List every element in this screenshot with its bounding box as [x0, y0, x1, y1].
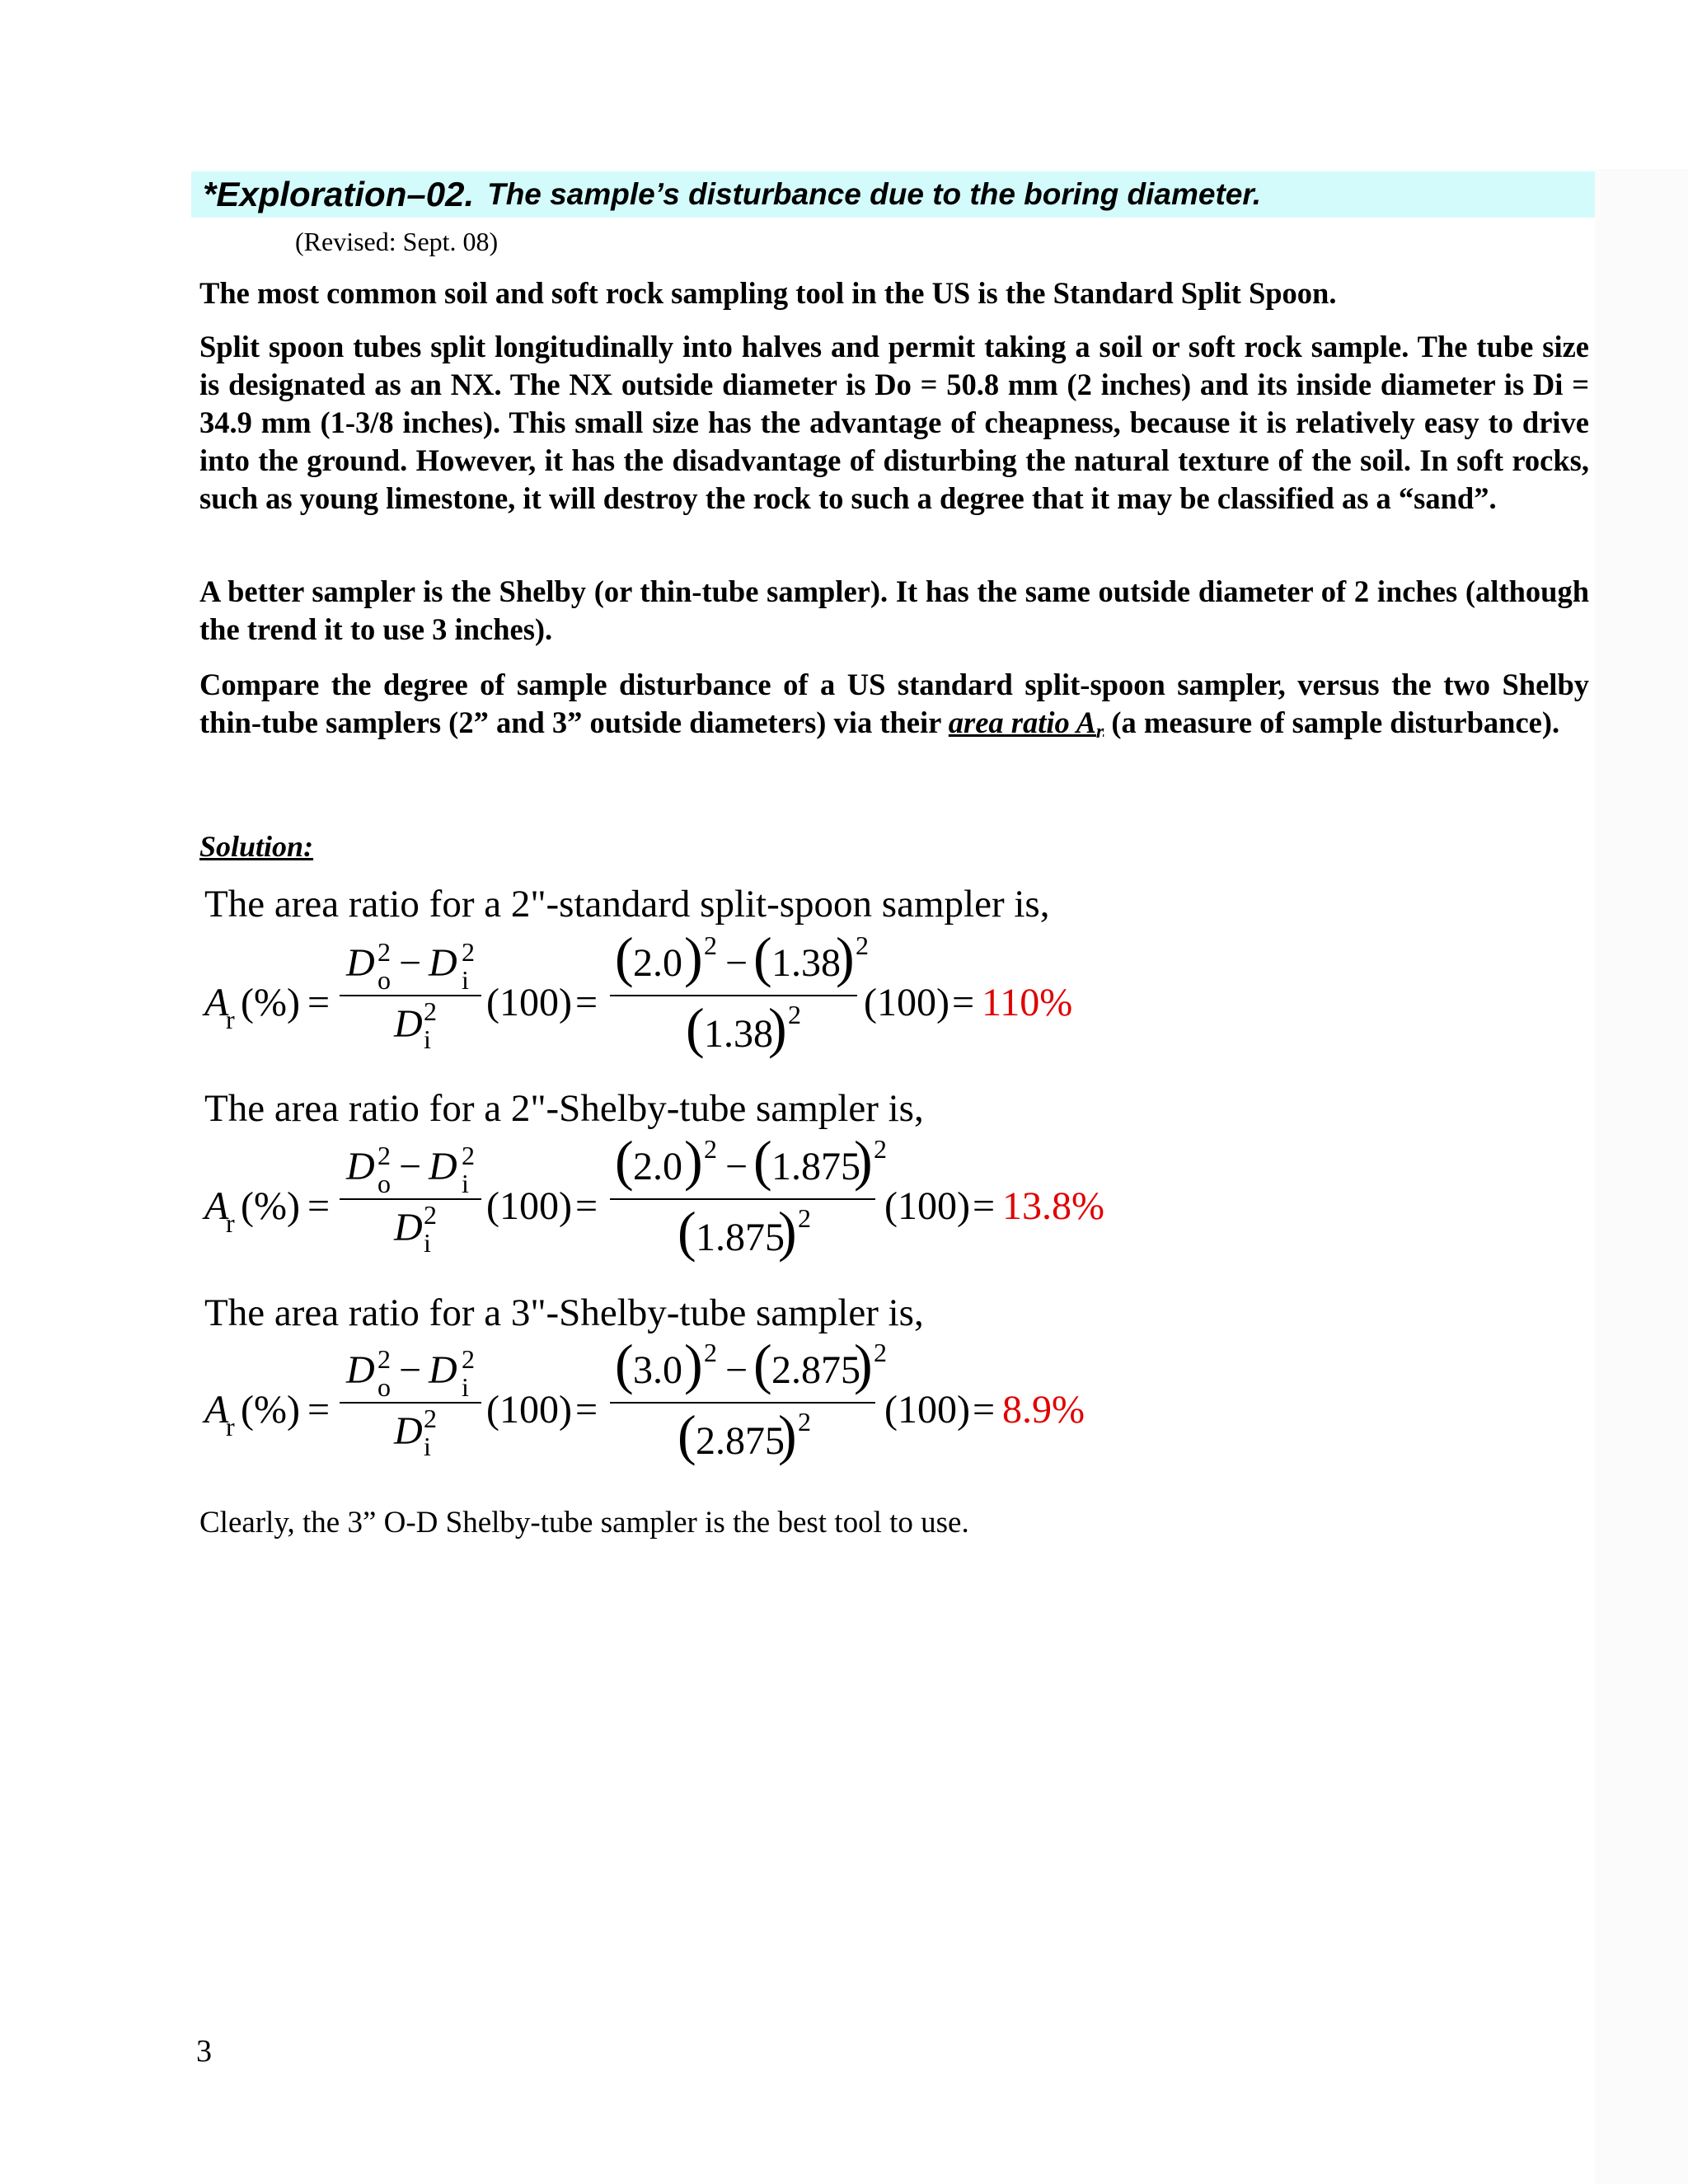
subscript-inner: i [462, 965, 469, 995]
inner-square: 2 [874, 1338, 887, 1367]
denominator-D-inner: D [394, 1206, 423, 1249]
area-ratio-result: 13.8% [1002, 1184, 1104, 1228]
fraction-bar-general [340, 1198, 481, 1200]
outer-diameter-value: 3.0 [633, 1348, 682, 1392]
inner-diameter-value: 1.875 [771, 1145, 860, 1188]
area-ratio-subscript: r [1095, 721, 1104, 743]
equals-sign: = [307, 1184, 331, 1228]
denominator-value: 2.875 [696, 1419, 785, 1463]
open-paren: ( [753, 1333, 772, 1395]
open-paren: ( [678, 1200, 696, 1263]
paragraph-3: A better sampler is the Shelby (or thin-tube sampler). It has the same outside diameter of 2 inches (although the trend it to use 3 inches). [199, 574, 1589, 646]
open-paren: ( [615, 1129, 634, 1192]
denominator-value: 1.38 [704, 1012, 773, 1056]
numerator-square: 2 [377, 937, 391, 967]
numerator-square: 2 [377, 1344, 391, 1374]
close-paren: ) [684, 1333, 703, 1395]
equals-sign: = [307, 1388, 331, 1432]
factor-100-numeric: (100) [884, 1388, 970, 1432]
fraction-bar-numeric [610, 1402, 875, 1404]
area-ratio-term [948, 705, 1104, 743]
factor-100: (100) [486, 1184, 572, 1228]
numerator-square-inner: 2 [462, 937, 475, 967]
factor-100: (100) [486, 981, 572, 1024]
case-1-label: The area ratio for a 2"-standard split-spoon sampler is, [204, 883, 1050, 926]
solution-heading: Solution: [199, 830, 314, 863]
equals-sign: = [575, 981, 598, 1024]
area-ratio-symbol: A [204, 1184, 229, 1228]
area-ratio-subscript: r [226, 1412, 235, 1441]
equals-sign: = [575, 1388, 598, 1432]
denominator-D-inner: D [394, 1409, 423, 1453]
equation-1 [204, 926, 1193, 1074]
outer-diameter-value: 2.0 [633, 1145, 682, 1188]
paragraph-4 [199, 666, 1589, 751]
denominator-subscript: i [424, 1432, 431, 1461]
numerator-D-outer: D [346, 941, 375, 985]
percent-label: (%) [241, 981, 300, 1024]
outer-diameter-value: 2.0 [633, 941, 682, 985]
case-2-label: The area ratio for a 2"-Shelby-tube sampler is, [204, 1087, 924, 1130]
close-paren: ) [684, 1129, 703, 1192]
area-ratio-symbol: A [204, 981, 229, 1024]
denominator-square: 2 [424, 1200, 437, 1230]
denominator-subscript: i [424, 1024, 431, 1054]
revision-note: (Revised: Sept. 08) [295, 227, 499, 256]
numerator-square: 2 [377, 1141, 391, 1170]
close-paren: ) [778, 1200, 797, 1263]
numerator-square-inner: 2 [462, 1344, 475, 1374]
inner-diameter-value: 1.38 [771, 941, 841, 985]
outer-square: 2 [704, 1338, 717, 1367]
result-equals: = [973, 1184, 996, 1228]
fraction-bar-general [340, 1402, 481, 1404]
fraction-bar-numeric [610, 995, 857, 996]
exploration-number: *Exploration–02. [203, 175, 475, 213]
area-ratio-subscript: r [226, 1005, 235, 1034]
area-ratio-result: 8.9% [1002, 1388, 1085, 1432]
area-ratio-subscript: r [226, 1208, 235, 1238]
conclusion-text: Clearly, the 3” O-D Shelby-tube sampler is the best tool to use. [199, 1506, 969, 1540]
inner-diameter-value: 2.875 [771, 1348, 860, 1392]
denominator-square: 2 [424, 996, 437, 1026]
paragraph-4-text-b: (a measure of sample disturbance). [1111, 705, 1560, 739]
numerator-D-inner: D [429, 941, 457, 985]
case-3-label: The area ratio for a 3"-Shelby-tube sampler is, [204, 1291, 924, 1334]
minus-sign: − [399, 1348, 422, 1392]
paragraph-1: The most common soil and soft rock sampling tool in the US is the Standard Split Spoon. [199, 276, 1337, 310]
open-paren: ( [686, 996, 705, 1059]
percent-label: (%) [241, 1388, 300, 1432]
numerator-D-outer: D [346, 1348, 375, 1392]
factor-100-numeric: (100) [864, 981, 950, 1024]
equation-2 [204, 1129, 1193, 1277]
denominator-D-inner: D [394, 1002, 423, 1046]
close-paren: ) [854, 1333, 873, 1395]
page-number: 3 [196, 2034, 212, 2069]
denominator-square: 2 [424, 1404, 437, 1433]
subscript-inner: i [462, 1169, 469, 1198]
inner-square: 2 [856, 930, 869, 960]
numerator-D-outer: D [346, 1145, 375, 1188]
close-paren: ) [684, 926, 703, 988]
outer-square: 2 [704, 930, 717, 960]
factor-100-numeric: (100) [884, 1184, 970, 1228]
minus-sign: − [725, 941, 748, 985]
paragraph-2: Split spoon tubes split longitudinally into halves and permit taking a soil or soft rock sample. The tube size is designated as an NX. The NX outside diameter is Do = 50.8 mm (2 inches) and its inside diameter is Di = 34.9 mm (1-3/8 inches). This small size has the advantage of cheapness, because it is relatively easy to drive into the ground. However, it has the disadvantage of disturbing the natural texture of the soil. In soft rocks, such as young limestone, it will destroy the rock to such a degree that it may be classified as a “sand”. [199, 330, 1589, 515]
equation-3 [204, 1333, 1193, 1481]
subscript-outer: o [377, 1372, 391, 1402]
open-paren: ( [753, 926, 772, 988]
fraction-bar-numeric [610, 1198, 875, 1200]
open-paren: ( [615, 1333, 634, 1395]
close-paren: ) [778, 1404, 797, 1466]
close-paren: ) [836, 926, 855, 988]
open-paren: ( [753, 1129, 772, 1192]
close-paren: ) [854, 1129, 873, 1192]
minus-sign: − [399, 1145, 422, 1188]
outer-square: 2 [704, 1134, 717, 1164]
minus-sign: − [725, 1348, 748, 1392]
minus-sign: − [725, 1145, 748, 1188]
numerator-D-inner: D [429, 1145, 457, 1188]
denominator-square-numeric: 2 [798, 1203, 811, 1233]
fraction-bar-general [340, 995, 481, 996]
equals-sign: = [575, 1184, 598, 1228]
equals-sign: = [307, 981, 331, 1024]
open-paren: ( [615, 926, 634, 988]
subscript-outer: o [377, 965, 391, 995]
result-equals: = [973, 1388, 996, 1432]
subscript-inner: i [462, 1372, 469, 1402]
exploration-title: The sample’s disturbance due to the boring diameter. [487, 177, 1262, 211]
denominator-square-numeric: 2 [788, 1000, 801, 1029]
area-ratio-result: 110% [982, 981, 1073, 1024]
area-ratio-label: area ratio A [948, 705, 1096, 739]
title-banner [191, 171, 1596, 218]
factor-100: (100) [486, 1388, 572, 1432]
numerator-square-inner: 2 [462, 1141, 475, 1170]
minus-sign: − [399, 941, 422, 985]
numerator-D-inner: D [429, 1348, 457, 1392]
close-paren: ) [768, 996, 787, 1059]
denominator-square-numeric: 2 [798, 1407, 811, 1436]
inner-square: 2 [874, 1134, 887, 1164]
percent-label: (%) [241, 1184, 300, 1228]
result-equals: = [952, 981, 975, 1024]
denominator-value: 1.875 [696, 1216, 785, 1259]
denominator-subscript: i [424, 1228, 431, 1258]
open-paren: ( [678, 1404, 696, 1466]
subscript-outer: o [377, 1169, 391, 1198]
paragraph-4-text-a: Compare the degree of sample disturbance of a US standard split-spoon sampler, versus the two Shelby thin-tube samplers (2” and 3” outside diameters) via their [199, 668, 1589, 739]
area-ratio-symbol: A [204, 1388, 229, 1432]
